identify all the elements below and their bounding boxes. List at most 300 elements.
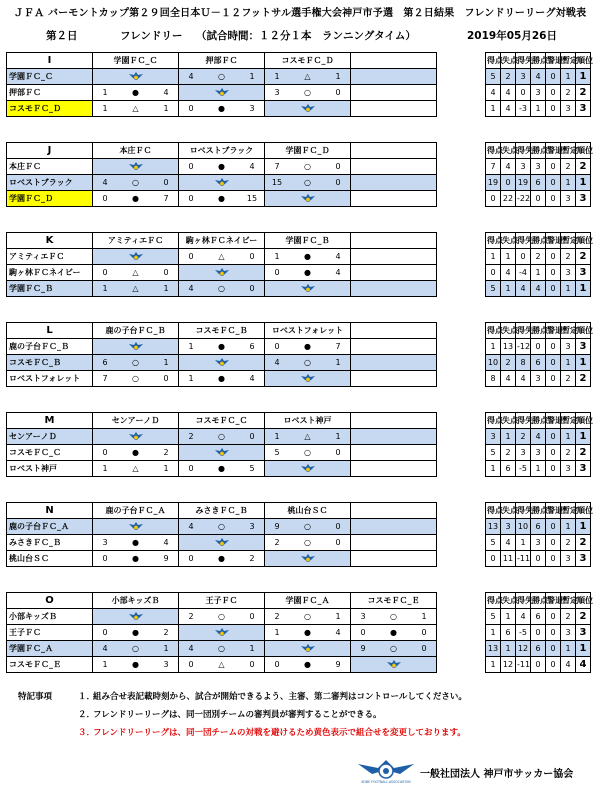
result-mark: ○ [304,522,311,531]
stat-value: 3 [516,69,531,85]
stat-header: 順位 [576,53,591,69]
stat-value: 2 [501,445,516,461]
result-mark: △ [218,252,225,261]
match-result [351,641,437,657]
result-mark: ○ [218,72,225,81]
result-mark: △ [304,72,311,81]
opponent-header: ロベストブラック [179,143,265,159]
stat-value: 3 [561,625,576,641]
stat-header: 警退 [546,143,561,159]
stat-value: 0 [546,191,561,207]
team-emblem-icon [215,538,229,547]
stat-value: 2 [561,249,576,265]
empty-header [351,503,437,519]
stat-value: 6 [531,519,546,535]
stat-value: 0 [486,551,501,567]
stat-value: 6 [531,175,546,191]
match-date: 2019年05月26日 [467,30,557,42]
match-result [351,609,437,625]
result-mark: ○ [132,178,139,187]
stat-value: 2 [501,69,516,85]
stat-value: 1 [501,429,516,445]
result-mark: ○ [304,178,311,187]
note-text: フレンドリーリーグは、同一団チームの対戦を避けるため黄色表示で組合せを変更しております。 [93,728,466,738]
opponent-header: アミティエＦＣ [93,233,179,249]
result-mark: ○ [304,162,311,171]
stat-value: 4 [501,85,516,101]
team-row [7,85,591,101]
team-name: コスモＦＣ_Ｃ [7,445,93,461]
self-cell [93,69,179,85]
result-mark: ● [132,448,139,457]
stat-value: 0 [546,445,561,461]
stat-value: 1 [516,535,531,551]
opponent-header: 本庄ＦＣ [93,143,179,159]
rank-value: 4 [576,657,591,673]
result-mark: ○ [132,644,139,653]
day-label: 第２日 [46,30,78,42]
spacer [437,265,486,281]
opponent-header: コスモＦＣ_Ｅ [351,593,437,609]
result-mark: △ [218,660,225,669]
stat-value: 3 [561,265,576,281]
spacer [437,625,486,641]
stat-value: 8 [486,371,501,387]
spacer [437,323,486,339]
note-text: 組み合せ表記載時刻から、試合が開始できるよう、主審、第二審判はコントロールしてください。 [93,692,467,702]
goals-for: 3 [274,88,280,97]
spacer [437,85,486,101]
goals-for: 0 [102,628,108,637]
team-row [7,535,591,551]
spacer [437,191,486,207]
goals-against: 1 [335,358,341,367]
team-row [7,339,591,355]
team-emblem-icon [301,644,315,653]
team-name: 王子ＦＣ [7,625,93,641]
spacer [437,159,486,175]
stat-value: 0 [546,461,561,477]
self-cell [93,519,179,535]
self-cell [179,175,265,191]
stat-value: 1 [561,69,576,85]
goals-against: 0 [335,178,341,187]
empty-cell [351,519,437,535]
goals-against: 0 [335,162,341,171]
stat-header: 勝点 [531,503,546,519]
goals-against: 0 [249,284,255,293]
goals-for: 5 [274,448,280,457]
stat-value: 2 [561,535,576,551]
team-name: コスモＦＣ_Ｅ [7,657,93,673]
result-mark: ● [218,104,225,113]
rank-value: 2 [576,249,591,265]
goals-against: 0 [421,644,427,653]
result-mark: ● [304,268,311,277]
opponent-header: 学園ＦＣ_Ｃ [93,53,179,69]
stat-header: 得失 [516,143,531,159]
goals-for: 0 [360,628,366,637]
empty-cell [351,461,437,477]
stat-header: 暫定 [561,233,576,249]
stat-header: 警退 [546,233,561,249]
result-mark: ● [218,194,225,203]
match-result [93,461,179,477]
match-result [179,281,265,297]
stat-value: 0 [486,191,501,207]
stat-value: 13 [486,641,501,657]
result-mark: ● [304,252,311,261]
stat-header: 得点 [486,233,501,249]
stat-header: 得失 [516,323,531,339]
goals-for: 1 [274,252,280,261]
stat-value: 6 [531,641,546,657]
group-name: J [7,143,93,159]
goals-against: 5 [249,464,255,473]
stat-value: 3 [531,445,546,461]
self-cell [179,85,265,101]
self-cell [179,625,265,641]
stat-value: 1 [486,657,501,673]
goals-against: 0 [249,660,255,669]
result-mark: △ [132,284,139,293]
result-mark: ○ [218,612,225,621]
stat-value: 1 [561,175,576,191]
stat-header: 順位 [576,503,591,519]
rank-value: 1 [576,355,591,371]
spacer [437,101,486,117]
stat-value: 4 [501,101,516,117]
match-result [93,101,179,117]
result-mark: ○ [304,538,311,547]
stat-value: 4 [486,85,501,101]
stat-value: 1 [561,355,576,371]
team-row [7,265,591,281]
stat-value: 0 [486,265,501,281]
stat-header: 暫定 [561,143,576,159]
empty-header [351,233,437,249]
team-emblem-icon [215,628,229,637]
result-mark: ● [304,628,311,637]
team-row [7,281,591,297]
goals-against: 3 [249,522,255,531]
group-table-L [6,322,593,387]
stat-value: 0 [531,551,546,567]
stat-value: 8 [516,355,531,371]
goals-for: 2 [188,612,194,621]
team-row [7,429,591,445]
result-mark: ○ [132,374,139,383]
goals-for: 0 [102,554,108,563]
stat-header: 失点 [501,53,516,69]
empty-header [351,143,437,159]
result-mark: ○ [304,88,311,97]
stat-value: 2 [501,355,516,371]
stat-header: 失点 [501,503,516,519]
stat-value: 6 [501,625,516,641]
goals-for: 0 [188,194,194,203]
match-result [93,175,179,191]
stat-value: -3 [516,101,531,117]
goals-for: 0 [274,268,280,277]
opponent-header: みさきＦＣ_Ｂ [179,503,265,519]
stat-value: 4 [501,159,516,175]
stat-header: 勝点 [531,233,546,249]
goals-for: 1 [274,432,280,441]
team-name: ロベストブラック [7,175,93,191]
result-mark: ○ [218,432,225,441]
spacer [437,371,486,387]
team-emblem-icon [301,554,315,563]
empty-cell [351,85,437,101]
stat-value: 1 [561,281,576,297]
result-mark: ● [132,554,139,563]
match-result [179,657,265,673]
note-number: ３． [78,728,96,738]
spacer [437,53,486,69]
rank-value: 3 [576,265,591,281]
stat-value: 6 [531,355,546,371]
stat-value: 0 [546,69,561,85]
goals-against: 0 [163,178,169,187]
empty-cell [351,355,437,371]
result-mark: ● [132,538,139,547]
stat-header: 得失 [516,53,531,69]
match-result [265,519,351,535]
team-row [7,657,591,673]
stat-value: 0 [501,175,516,191]
stat-value: 3 [501,519,516,535]
spacer [437,281,486,297]
stat-header: 暫定 [561,593,576,609]
goals-against: 0 [249,252,255,261]
spacer [437,445,486,461]
goals-for: 0 [102,448,108,457]
stat-header: 得点 [486,503,501,519]
stat-value: 0 [516,85,531,101]
goals-against: 2 [163,448,169,457]
spacer [437,175,486,191]
team-row [7,191,591,207]
self-cell [265,281,351,297]
team-emblem-icon [301,284,315,293]
match-result [265,249,351,265]
goals-for: 2 [274,612,280,621]
stat-value: 1 [501,249,516,265]
goals-for: 1 [102,284,108,293]
stat-header: 得点 [486,143,501,159]
organization-name: 一般社団法人 神戸市サッカー協会 [420,769,574,780]
stat-value: 19 [486,175,501,191]
match-result [179,461,265,477]
team-name: 学園ＦＣ_Ｂ [7,281,93,297]
stat-value: 1 [486,339,501,355]
match-result [93,657,179,673]
stat-value: 0 [531,339,546,355]
match-result [93,355,179,371]
stat-header: 警退 [546,323,561,339]
goals-for: 3 [102,538,108,547]
goals-for: 4 [188,284,194,293]
stat-value: 6 [531,609,546,625]
rank-value: 3 [576,191,591,207]
stat-value: 12 [516,641,531,657]
goals-for: 9 [274,522,280,531]
goals-for: 0 [274,660,280,669]
goals-against: 1 [335,432,341,441]
stat-value: 4 [501,535,516,551]
stat-header: 勝点 [531,143,546,159]
goals-against: 2 [163,628,169,637]
stat-value: 0 [531,191,546,207]
rank-value: 3 [576,625,591,641]
goals-against: 4 [249,162,255,171]
opponent-header: センアーノＤ [93,413,179,429]
spacer [437,535,486,551]
team-name: 学園ＦＣ_Ｃ [7,69,93,85]
goals-against: 15 [246,194,258,203]
team-emblem-icon [215,268,229,277]
spacer [437,233,486,249]
stat-value: 3 [561,191,576,207]
empty-cell [351,265,437,281]
goals-against: 1 [421,612,427,621]
group-table-O [6,592,593,673]
opponent-header: 王子ＦＣ [179,593,265,609]
group-table-M [6,412,593,477]
goals-against: 0 [335,88,341,97]
match-result [179,159,265,175]
spacer [437,641,486,657]
stat-header: 勝点 [531,413,546,429]
stat-value: 3 [561,551,576,567]
goals-against: 1 [249,644,255,653]
match-result [93,535,179,551]
stat-value: -11 [516,657,531,673]
stat-value: 13 [486,519,501,535]
team-row [7,69,591,85]
stat-value: 0 [546,429,561,445]
match-result [179,371,265,387]
goals-against: 4 [163,88,169,97]
match-result [93,625,179,641]
match-result [265,175,351,191]
team-name: みさきＦＣ_Ｂ [7,535,93,551]
goals-for: 4 [102,644,108,653]
team-emblem-icon [129,252,143,261]
stat-header: 警退 [546,503,561,519]
group-table-N [6,502,593,567]
team-name: 鹿の子台ＦＣ_Ａ [7,519,93,535]
goals-against: 9 [335,660,341,669]
goals-against: 9 [163,554,169,563]
stat-value: 1 [531,461,546,477]
match-result [93,371,179,387]
stat-value: 0 [546,159,561,175]
rank-value: 1 [576,281,591,297]
stat-header: 失点 [501,233,516,249]
rank-value: 2 [576,445,591,461]
stat-header: 得点 [486,323,501,339]
stat-header: 暫定 [561,413,576,429]
team-row [7,371,591,387]
opponent-header: ロベスト神戸 [265,413,351,429]
rank-value: 2 [576,159,591,175]
result-mark: ● [132,194,139,203]
stat-value: 0 [531,625,546,641]
stat-value: 0 [546,625,561,641]
opponent-header: コスモＦＣ_Ｄ [265,53,351,69]
match-result [179,429,265,445]
team-emblem-icon [301,194,315,203]
group-name: M [7,413,93,429]
stat-value: 1 [486,249,501,265]
stat-header: 得失 [516,503,531,519]
logo-lettering: KOBE FOOTBALL ASSOCIATION [361,780,411,784]
group-name: N [7,503,93,519]
match-result [179,339,265,355]
match-result [351,625,437,641]
goals-for: 0 [188,104,194,113]
match-result [265,445,351,461]
opponent-header: 押部ＦＣ [179,53,265,69]
match-result [93,551,179,567]
association-logo [356,756,416,784]
stat-header: 順位 [576,413,591,429]
stat-value: 2 [561,609,576,625]
empty-cell [351,281,437,297]
team-name: 学園ＦＣ_Ａ [7,641,93,657]
team-emblem-icon [215,178,229,187]
result-mark: ○ [132,358,139,367]
goals-for: 7 [274,162,280,171]
goals-for: 0 [188,162,194,171]
team-row [7,445,591,461]
goals-for: 2 [274,538,280,547]
match-result [265,535,351,551]
stat-value: 3 [561,461,576,477]
goals-against: 4 [335,628,341,637]
group-name: K [7,233,93,249]
stat-header: 勝点 [531,593,546,609]
stat-value: 2 [561,445,576,461]
stat-value: 0 [546,609,561,625]
opponent-header: 鹿の子台ＦＣ_Ｂ [93,323,179,339]
rank-value: 2 [576,535,591,551]
result-mark: ○ [218,522,225,531]
stat-header: 暫定 [561,323,576,339]
goals-for: 0 [274,342,280,351]
match-format: （試合時間：１２分１本 ランニングタイム） [196,30,416,42]
stat-value: 13 [501,339,516,355]
empty-cell [351,371,437,387]
stat-value: 4 [516,281,531,297]
goals-against: 1 [163,104,169,113]
stat-value: 2 [561,159,576,175]
goals-for: 4 [274,358,280,367]
stat-header: 順位 [576,143,591,159]
stat-value: 1 [561,429,576,445]
stat-value: 0 [546,535,561,551]
match-result [179,641,265,657]
goals-against: 0 [249,612,255,621]
self-cell [179,445,265,461]
self-cell [265,191,351,207]
team-name: 小部キッズＢ [7,609,93,625]
stat-value: -11 [516,551,531,567]
stat-value: 7 [486,159,501,175]
empty-header [351,413,437,429]
